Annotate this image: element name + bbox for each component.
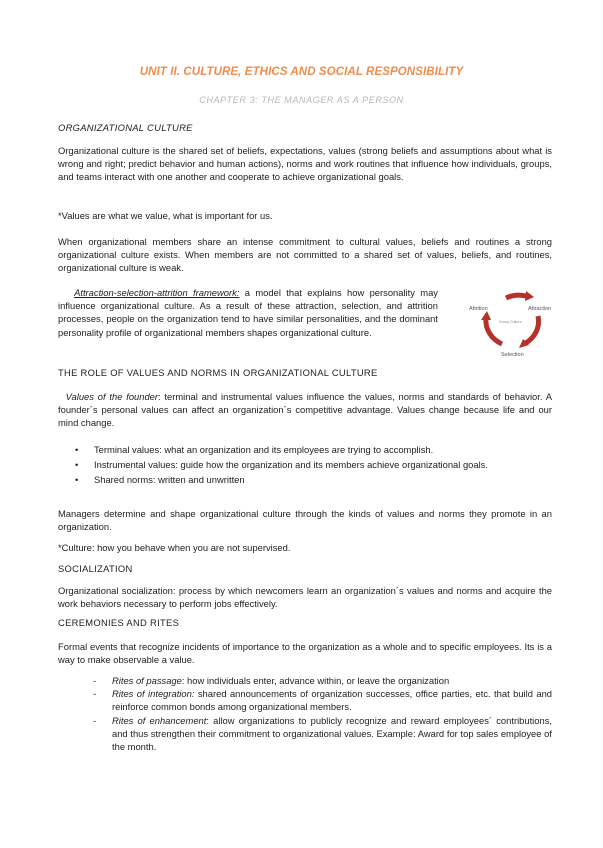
asa-paragraph [58, 286, 438, 339]
founder-text: : terminal and instrumental values influence the values, norms and standards of behavior. A founder´s personal values can affect an organization´s competitive advantage. Values change because life and our mind change. [58, 391, 552, 429]
asa-text: a model that explains how personality may influence organizational culture. As a result of these attraction, selection, and attrition processes, people on the organization tend to have similar personalities, and the dominant personality profile of organizational members shapes organizational culture. [58, 287, 438, 338]
label-attraction: Attraction [528, 306, 552, 312]
socialization-heading: SOCIALIZATION [58, 563, 133, 574]
arrow-attrition-to-attraction [506, 295, 526, 298]
culture-strength-paragraph: When organizational members share an intense commitment to cultural values, beliefs and routines a strong organizational culture exists. When members are not committed to a shared set of values, beliefs, and routines, organizational culture is weak. [58, 236, 552, 274]
founder-term: Values of the founder [65, 391, 159, 402]
values-norms-heading: THE ROLE OF VALUES AND NORMS IN ORGANIZATIONAL CULTURE [58, 367, 378, 378]
socialization-paragraph: Organizational socialization: process by which newcomers learn an organization´s values and norms and acquire the work behaviors necessary to perform jobs effectively. [58, 585, 552, 610]
rites-list [93, 674, 552, 753]
rite-term: Rites of passage [112, 675, 182, 686]
ceremonies-heading: CEREMONIES AND RITES [58, 617, 180, 628]
list-item: - Rites of enhancement: allow organizations to publicly recognize and reward employees´ contributions, and thus strengthen their commitment to organizational values. Example: Award for top sales employee of the month. [93, 714, 552, 753]
managers-paragraph: Managers determine and shape organizational culture through the kinds of values and norms they promote in an organization. [58, 508, 552, 533]
bullet-marker: • [75, 474, 79, 486]
list-item: • Instrumental values: guide how the organization and its members achieve organizational goals. [75, 459, 488, 471]
rite-term: Rites of integration: [112, 688, 195, 700]
arrow-attraction-to-selection [524, 316, 539, 344]
list-item: - Rites of passage: how individuals enter, advance within, or leave the organization [93, 675, 450, 686]
values-note: *Values are what we value, what is important for us. [58, 210, 273, 221]
values-bullet-list [75, 443, 552, 489]
label-attrition: Attrition [469, 306, 488, 312]
arrowhead-top [525, 291, 534, 301]
dash-marker: - [93, 688, 97, 700]
bullet-marker: • [75, 444, 79, 455]
list-item: • Shared norms: written and unwritten [75, 474, 245, 486]
ceremonies-intro: Formal events that recognize incidents of importance to the organization as a whole and to specific employees. Its is a way to make observable a value. [58, 641, 552, 666]
founder-paragraph [58, 390, 552, 430]
arrowhead-left [481, 311, 491, 320]
list-item: - Rites of integration: shared announcements of organization successes, office parties, etc. that build and reinforce common bonds among organizational members. [93, 688, 552, 713]
dash-marker: - [93, 675, 97, 686]
culture-note: *Culture: how you behave when you are not supervised. [58, 542, 291, 553]
chapter-subtitle: CHAPTER 3: THE MANAGER AS A PERSON [199, 95, 404, 105]
asa-term: Attraction-selection-attrition framework: [74, 287, 240, 298]
bullet-marker: • [75, 459, 79, 471]
org-culture-heading: ORGANIZATIONAL CULTURE [58, 122, 193, 133]
rite-term: Rites of enhancement [112, 714, 207, 726]
list-item: • Terminal values: what an organization and its employees are trying to accomplish. [75, 444, 434, 455]
org-culture-definition: Organizational culture is the shared set of beliefs, expectations, values (strong beliefs and assumptions about what is wrong and right; predict behavior and human actions), norms and work routines that influence how individuals, groups, and teams interact with one another and cooperate to achieve organizational goals. [58, 145, 552, 183]
label-group-culture: Group Culture [499, 320, 522, 324]
dash-marker: - [93, 714, 97, 726]
unit-title: UNIT II. CULTURE, ETHICS AND SOCIAL RESPONSIBILITY [139, 66, 464, 78]
label-selection: Selection [501, 352, 524, 358]
asa-cycle-diagram [468, 286, 558, 358]
